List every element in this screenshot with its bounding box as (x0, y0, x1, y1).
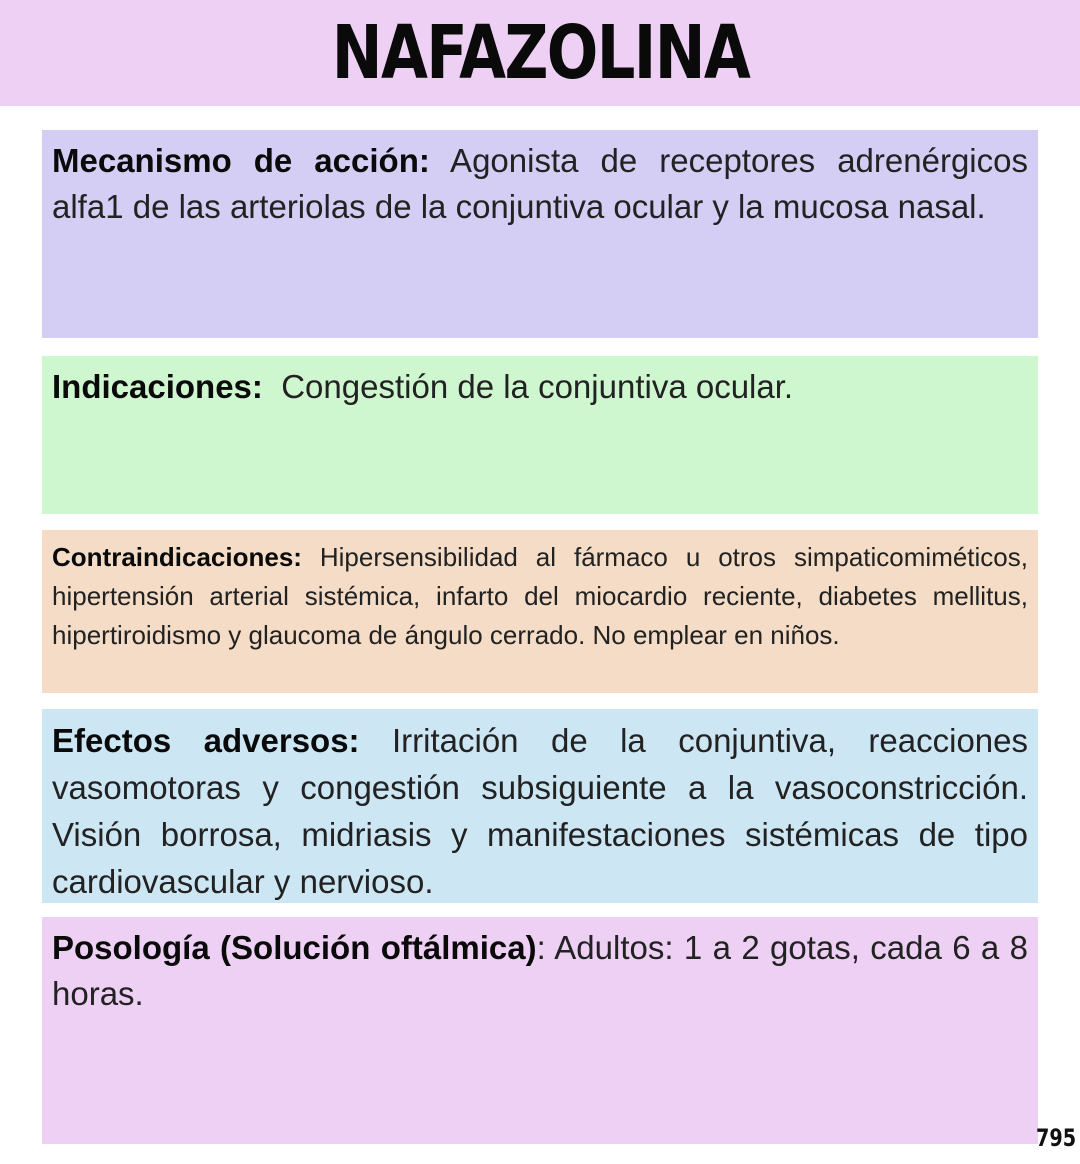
section-body: : Adultos: 1 a 2 gotas, cada 6 a 8 horas. (52, 929, 1028, 1012)
section-efectos-adversos (42, 709, 1038, 903)
section-body: Irritación de la conjuntiva, reacciones vasomotoras y congestión subsiguiente a la vasoconstricción. Visión borrosa, midriasis y manifestaciones sistémicas de tipo cardiovascular y nervioso. (52, 722, 1028, 900)
section-text (52, 538, 1028, 655)
section-indicaciones (42, 356, 1038, 514)
section-label: Efectos adversos: (52, 722, 360, 759)
section-label: Mecanismo de acción: (52, 142, 430, 179)
page-title: NAFAZOLINA (331, 10, 749, 96)
section-contraindicaciones (42, 530, 1038, 693)
title-banner (0, 0, 1080, 106)
section-posologia (42, 917, 1038, 1144)
section-label: Indicaciones: (52, 368, 263, 405)
section-text (52, 364, 1028, 410)
section-mecanismo (42, 130, 1038, 338)
section-body: Congestión de la conjuntiva ocular. (262, 368, 794, 405)
section-text (52, 717, 1028, 905)
section-body: Agonista de receptores adrenérgicos alfa1 de las arteriolas de la conjuntiva ocular y la mucosa nasal. (52, 142, 1028, 225)
section-text (52, 138, 1028, 230)
section-body: Hipersensibilidad al fármaco u otros simpaticomiméticos, hipertensión arterial sistémica, infarto del miocardio reciente, diabetes mellitus, hipertiroidismo y glaucoma de ángulo cerrado. No emplear en niños. (52, 542, 1028, 650)
section-text (52, 925, 1028, 1017)
section-label: Posología (Solución oftálmica) (52, 929, 537, 966)
page-number: 795 (1035, 1124, 1076, 1152)
section-label: Contraindicaciones: (52, 542, 302, 572)
